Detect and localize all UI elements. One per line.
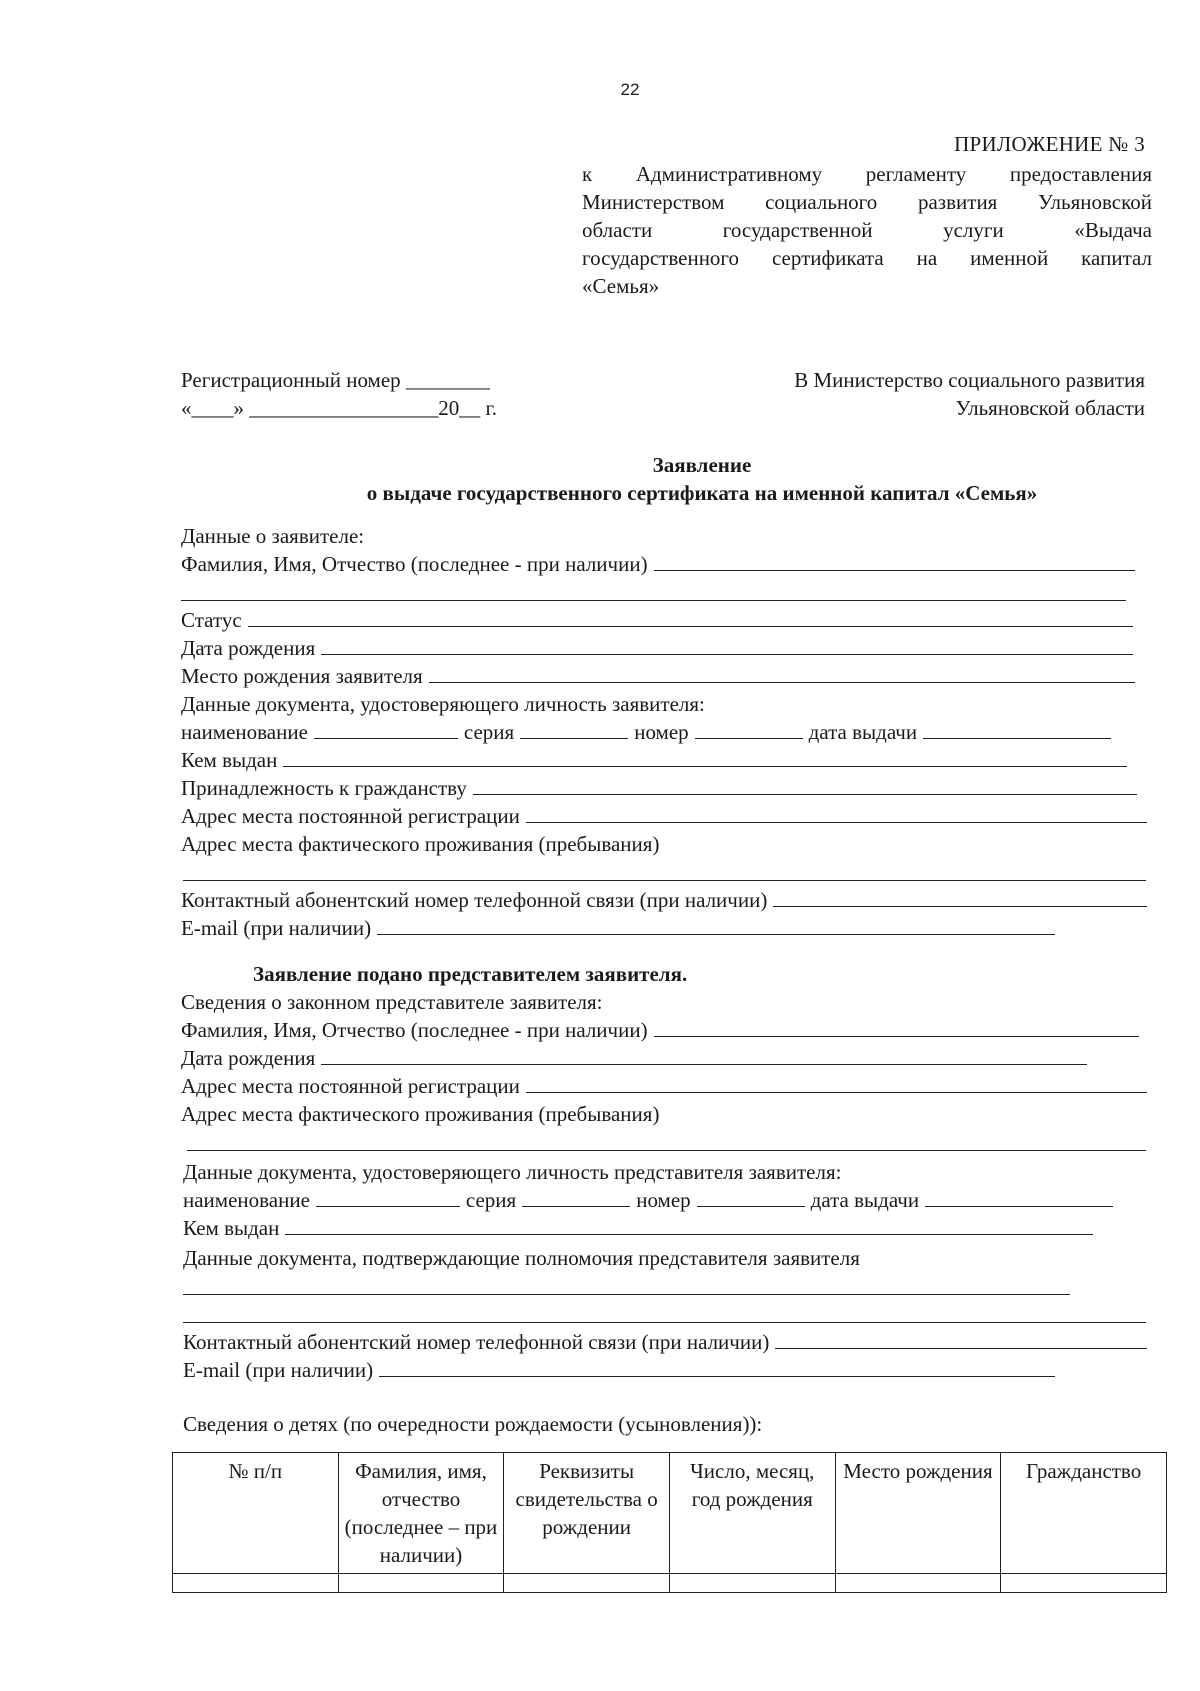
issued-by-field[interactable] <box>283 746 1127 767</box>
phone-field[interactable] <box>773 886 1147 907</box>
representative-issuedby-row <box>183 1214 1093 1242</box>
addressee-line: Ульяновской области <box>955 396 1145 420</box>
field-label: Дата рождения <box>181 636 316 660</box>
rep-birth-date-field[interactable] <box>321 1044 1087 1065</box>
field-label: дата выдачи <box>808 720 918 744</box>
doc-number-field[interactable] <box>695 718 803 739</box>
rep-fio-field[interactable] <box>654 1016 1139 1037</box>
status-field[interactable] <box>248 606 1133 627</box>
field-label: Контактный абонентский номер телефонной связи (при наличии) <box>181 888 768 912</box>
representative-email-row <box>183 1356 1055 1384</box>
representative-fio-row <box>181 1016 1139 1044</box>
field-label: Место рождения заявителя <box>181 664 423 688</box>
children-section-label: Сведения о детях (по очередности рождаемости (усыновления)): <box>183 1412 763 1436</box>
representative-doc-row <box>183 1186 1113 1214</box>
doc-series-field[interactable] <box>520 718 628 739</box>
authority-doc-field[interactable] <box>183 1294 1070 1295</box>
representative-phone-row <box>183 1328 1147 1356</box>
column-header: Гражданство <box>1001 1453 1167 1574</box>
applicant-citizenship-row <box>181 774 1137 802</box>
table-row <box>173 1574 1167 1593</box>
field-label: номер <box>636 1188 691 1212</box>
field-label: Принадлежность к гражданству <box>181 776 467 800</box>
applicant-birthplace-row <box>181 662 1135 690</box>
applicant-regaddress-row <box>181 802 1147 830</box>
applicant-fio-row <box>181 550 1135 578</box>
birth-place-field[interactable] <box>429 662 1135 683</box>
table-cell[interactable] <box>669 1574 835 1593</box>
column-header: Реквизиты свидетельства о рождении <box>504 1453 670 1574</box>
rep-actual-address-field[interactable] <box>187 1150 1146 1151</box>
registration-date: «____» __________________20__ г. <box>181 396 497 420</box>
field-label: E-mail (при наличии) <box>183 1358 374 1382</box>
field-label: Адрес места постоянной регистрации <box>181 804 520 828</box>
doc-issue-date-field[interactable] <box>923 718 1111 739</box>
doc-name-field[interactable] <box>314 718 458 739</box>
fio-continuation-line[interactable] <box>181 600 1126 601</box>
column-header: Фамилия, имя, отчество (последнее – при наличии) <box>338 1453 504 1574</box>
authority-doc-field[interactable] <box>183 1322 1146 1323</box>
column-header: № п/п <box>173 1453 339 1574</box>
representative-regaddress-row <box>181 1072 1147 1100</box>
birth-date-field[interactable] <box>321 634 1133 655</box>
rep-doc-number-field[interactable] <box>697 1186 805 1207</box>
applicant-doc-section: Данные документа, удостоверяющего личность заявителя: <box>181 692 705 716</box>
applicant-email-row <box>181 914 1055 942</box>
field-label: серия <box>465 1188 517 1212</box>
field-label: Фамилия, Имя, Отчество (последнее - при наличии) <box>181 552 648 576</box>
applicant-phone-row <box>181 886 1147 914</box>
rep-phone-field[interactable] <box>775 1328 1147 1349</box>
field-label: серия <box>463 720 515 744</box>
appendix-line: «Семья» <box>582 274 660 298</box>
table-cell[interactable] <box>835 1574 1001 1593</box>
applicant-status-row <box>181 606 1133 634</box>
children-table <box>172 1452 1167 1593</box>
appendix-title: ПРИЛОЖЕНИЕ № 3 <box>954 132 1145 156</box>
field-label: Фамилия, Имя, Отчество (последнее - при наличии) <box>181 1018 648 1042</box>
field-label: E-mail (при наличии) <box>181 916 372 940</box>
table-cell[interactable] <box>1001 1574 1167 1593</box>
field-label: Дата рождения <box>181 1046 316 1070</box>
field-label: наименование <box>181 720 308 744</box>
field-label: Кем выдан <box>183 1216 280 1240</box>
table-header-row <box>173 1453 1167 1574</box>
field-label: наименование <box>183 1188 310 1212</box>
document-title: Заявление <box>652 453 752 477</box>
field-label: Статус <box>181 608 242 632</box>
field-label: Адрес места постоянной регистрации <box>181 1074 520 1098</box>
table-cell[interactable] <box>338 1574 504 1593</box>
rep-doc-series-field[interactable] <box>522 1186 630 1207</box>
rep-email-field[interactable] <box>379 1356 1055 1377</box>
appendix-line: государственного сертификата на именной капитал <box>582 246 1152 270</box>
applicant-birthdate-row <box>181 634 1133 662</box>
field-label: Контактный абонентский номер телефонной связи (при наличии) <box>183 1330 770 1354</box>
email-field[interactable] <box>377 914 1055 935</box>
field-label: номер <box>634 720 689 744</box>
fio-field[interactable] <box>654 550 1135 571</box>
representative-authority-doc: Данные документа, подтверждающие полномочия представителя заявителя <box>183 1246 860 1270</box>
representative-birthdate-row <box>181 1044 1087 1072</box>
applicant-section-label: Данные о заявителе: <box>181 524 365 548</box>
actual-address-field[interactable] <box>183 880 1146 881</box>
addressee-line: В Министерство социального развития <box>794 368 1145 392</box>
registration-number: Регистрационный номер ________ <box>181 368 490 392</box>
table-cell[interactable] <box>173 1574 339 1593</box>
field-label: Кем выдан <box>181 748 278 772</box>
citizenship-field[interactable] <box>473 774 1137 795</box>
rep-doc-issue-date-field[interactable] <box>925 1186 1113 1207</box>
column-header: Место рождения <box>835 1453 1001 1574</box>
rep-doc-name-field[interactable] <box>316 1186 460 1207</box>
representative-actual-address: Адрес места фактического проживания (пребывания) <box>181 1102 660 1126</box>
field-label: дата выдачи <box>810 1188 920 1212</box>
appendix-line: области государственной услуги «Выдача <box>582 218 1152 242</box>
rep-issued-by-field[interactable] <box>285 1214 1093 1235</box>
rep-reg-address-field[interactable] <box>526 1072 1147 1093</box>
page-number: 22 <box>620 80 640 99</box>
reg-address-field[interactable] <box>526 802 1147 823</box>
representative-doc-section: Данные документа, удостоверяющего личность представителя заявителя: <box>183 1160 842 1184</box>
applicant-actual-address: Адрес места фактического проживания (пребывания) <box>181 832 660 856</box>
applicant-issuedby-row <box>181 746 1127 774</box>
representative-heading: Заявление подано представителем заявителя. <box>253 962 688 986</box>
appendix-line: к Административному регламенту предоставления <box>582 162 1152 186</box>
applicant-doc-row <box>181 718 1111 746</box>
appendix-line: Министерством социального развития Ульяновской <box>582 190 1152 214</box>
representative-section-label: Сведения о законном представителе заявителя: <box>181 990 603 1014</box>
column-header: Число, месяц, год рождения <box>669 1453 835 1574</box>
table-cell[interactable] <box>504 1574 670 1593</box>
document-subtitle: о выдаче государственного сертификата на именной капитал «Семья» <box>366 481 1038 505</box>
